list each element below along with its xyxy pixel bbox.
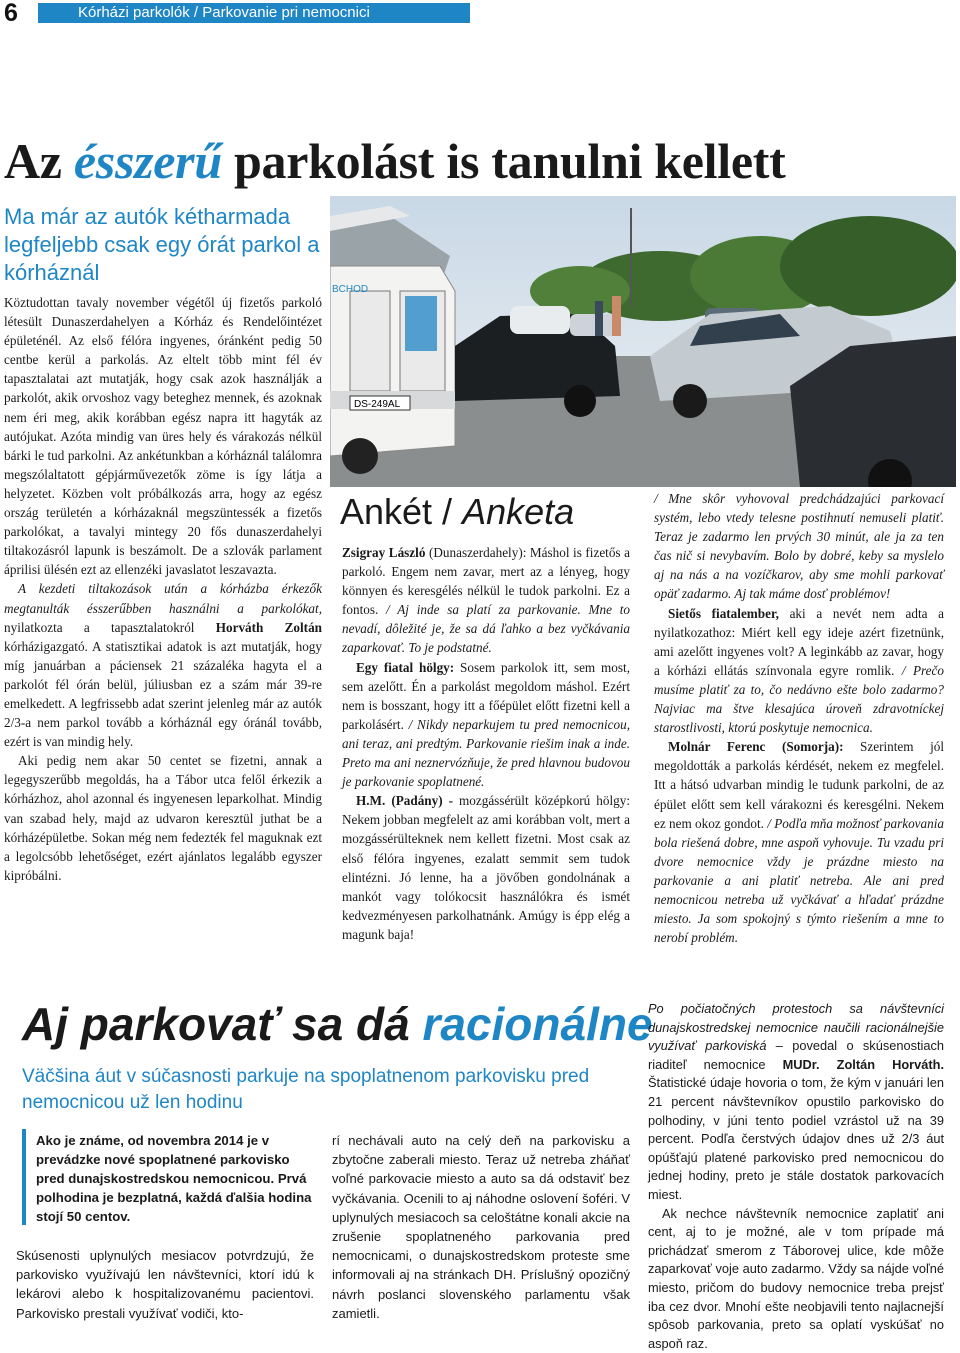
anket-entry-2-hu: Sosem parkolok itt, sem most, sem azelőtt. Én a parkolást megoldom máshol. Ezért nem is bosszant, hogy itt a főépület előtt fizetni kell a parkolásért. <box>342 659 630 732</box>
sk-column-3 <box>648 1000 944 1353</box>
hu-lead-paragraph: Köztudottan tavaly november végétől új fizetős parkoló létesült Dunaszerdahelyen a Kórház és Rendelőintézet épületénél. Az első félóra ingyenes, óránként pedig 50 centbe kerül a parkolás. Az eltelt több mint fél év tapasztalatai azt mutatják, hogy csak azok használják a parkolót, akik orvoshoz vagy beteghez mennek, és azoknak nem éri meg, akik korábban egész napra itt hagyták az autójukat. Azóta mindig van üres hely és várakozás nélkül bárki le tud parkolni. Az ankétunkban a kórháznál találomra megszólaltatott gépjárművezetők zöme is így látja a helyzetet. Közben volt próbálkozás arra, hogy az egész ország területén a kórházaknál megszüntessék a fizetős parkolókat, a tavalyi mintegy 20 fős dunaszerdahelyi tiltakozásról lapunk is beszámolt. De a szlovák parlament áprilisi ülésén ezt az ellenzéki javaslatot leszavazta. <box>4 295 322 578</box>
sk-director-name: MUDr. Zoltán Horváth. <box>782 1056 944 1072</box>
anket-entry-2 <box>342 658 630 792</box>
anket-title <box>340 490 574 534</box>
hu-director-name: Horváth Zoltán <box>215 619 322 635</box>
anket-title-hu: Ankét / <box>340 491 453 532</box>
anket-entry-1-hu: Máshol is fizetős a parkoló. Engem nem zavar, mert az a lényeg, hogy könnyen és keresgélés nélkül le tudok parkolni. Ez a fontos. <box>342 545 630 618</box>
license-plate: DS-249AL <box>354 399 401 410</box>
sk-col2-text: rí nechávali auto na celý deň na parkovisku a zbytočne zaberali miesto. Teraz už netreba zháňať voľné parkovacie miesto a auto sa dá odstaviť bez vyčkávania. Ocenili to aj náhodne oslovení šoféri. V uplynulých mesiacoch sa celoštátne konali akcie na zrušenie spoplatneného parkovania pred nemocnicami, o dunajskostredskom proteste sme informovali aj na stránkach DH. Príslušný opozičný návrh poslanci slovenského parlamentu však zamietli. <box>332 1133 630 1321</box>
sk-col3-p2: Ak nechce návštevník nemocnice zaplatiť ani cent, aj to je možné, ale v tom prípade má prichádzať smerom z Táborovej ulice, kde môže zaparkovať voje auto zadarmo. Vždy sa nájde voľné miesto, pričom do budovy nemocnice treba prejsť iba cez dvor. Mnohí ešte neobjavili tento najlacnejší spôsob parkovania, preto sa oplatí vyskúšať no aspoň raz. <box>648 1205 944 1351</box>
parking-lot-photo <box>330 196 956 487</box>
anket-entry-3-sk: / Mne skôr vyhovoval predchádzajúci parkovací systém, lebo vtedy telesne postihnutí nemuseli platiť. Teraz je zadarmo len prvých 30 minút, ale ja za ten čas nič si nevybavím. Bolo by dobré, keby sa myslelo aj na nás a na vozíčkarov, aby sme mohli parkovať opäť zadarmo. Aj tak máme dosť problémov! <box>654 491 944 602</box>
sk-col3-p1 <box>648 1000 944 1205</box>
headline-part-2: parkolást is tanulni kellett <box>221 133 786 189</box>
hu-quote-paragraph <box>4 579 322 751</box>
section-header-title: Kórházi parkolók / Parkovanie pri nemocnici <box>78 4 370 21</box>
headline-part-1: Az <box>4 133 74 189</box>
sk-headline <box>22 996 653 1052</box>
hu-quote-after: nyilatkozta a tapasztalatokról <box>4 619 216 635</box>
anket-title-sk: Anketa <box>462 491 575 532</box>
main-headline <box>4 132 785 190</box>
sk-col3-quote: Po počiatočných protestoch sa návštevníci dunajskostredskej nemocnice naučili racionálnejšie využívať parkoviská <box>648 1001 944 1054</box>
hu-quote-end: kórházigazgató. A statisztikai adatok is azt mutatják, hogy míg januárban a páciensek 21 százaléka hagyta el a parkolót fél órán belül, júliusban ez a szám már 39-re emelkedett. A legfrissebb adat szerint jelenleg már az autók 2/3-a nem parkol tovább a kórháznál egy óránál tovább, ezért is van mindig hely. <box>4 638 322 750</box>
van-lettering: BCHOD <box>332 284 369 295</box>
anket-column-1 <box>342 543 630 944</box>
anket-entry-3 <box>342 791 630 944</box>
anket-entry-3-hu: mozgássérült középkorú hölgy: Nekem jobban megfelelt az ami korábban volt, mert a mozgássérülteknek nem kellett fizetni. Most csak az első félóra ingyenes, ezalatt semmit sem tudok elintézni. Jó lenne, ha a jövőben gondolnának a mankót vagy tolókocsit használókra és ismét kedvezményesen parkolhatnánk. Amúgy is épp elég a magunk baja! <box>342 793 630 942</box>
sk-headline-highlight: racionálne <box>422 998 653 1050</box>
sk-lead: Ako je známe, od novembra 2014 je v prevádzke nové spoplatnené parkovisko pred dunajskostredskou nemocnicou. Prvá polhodina je bezplatná, každá ďalšia hodina stojí 50 centov. <box>36 1133 312 1224</box>
sk-col3-mid: – povedal o skúsenostiach riaditeľ nemocnice <box>648 1038 944 1072</box>
sk-column-1 <box>16 1246 314 1323</box>
anket-entry-5-name: Molnár Ferenc <box>668 739 766 755</box>
hu-paragraph-3: Aki pedig nem akar 50 centet se fizetni, annak a legegyszerűbb megoldás, ha a Tábor utca felől érkezik a kórházhoz, ahol azonnal és ingyenesen leparkolhat. Mindig van szabad hely, majd az udvaron keresztül juthat be a kórházépületbe. Sokan még nem fedezték fel maguknak ezt a legolcsóbb lehetőséget, ezért ajánlatos legalább egyszer kipróbálni. <box>4 753 322 883</box>
anket-entry-3-sk-cont <box>654 489 944 604</box>
sk-column-2 <box>332 1131 630 1323</box>
anket-entry-5-sk: / Podľa mňa možnosť parkovania bola riešená dobre, mne aspoň vyhovuje. Tu vzadu pri dvore nemocnice vždy je prázdne miesto na parkovanie a ani platiť netreba. Ale ani pred nemocnicou netreba už vyčkávať a hľadať prázdne miesto. Ja som spokojný s týmto riešením a mne to nerobí problém. <box>654 815 944 946</box>
hu-article-column <box>4 293 322 885</box>
sk-subheadline: Väčšina áut v súčasnosti parkuje na spoplatnenom parkovisku pred nemocnicou už len hodinu <box>22 1066 590 1113</box>
sk-col1-text: Skúsenosti uplynulých mesiacov potvrdzujú, že parkovisko využívajú len návštevníci, ktorí idú k lekárovi alebo k hospitalizovanému pacientovi. Parkovisko prestali využívať vodiči, kto- <box>16 1248 314 1321</box>
headline-highlight: ésszerű <box>73 133 222 189</box>
anket-entry-4-name: Sietős fiatalember, <box>668 605 779 621</box>
anket-entry-1-place: (Dunaszerdahely): <box>425 545 527 560</box>
anket-entry-1 <box>342 543 630 658</box>
anket-entry-5 <box>654 737 944 947</box>
anket-entry-3-name: H.M. <box>356 793 386 809</box>
anket-entry-1-sk: / Aj inde sa platí za parkovanie. Mne to nevadí, dôležité je, že sa dá ľahko a bez vyčkávania zaparkovať. To je podstatné. <box>342 602 630 656</box>
anket-entry-5-place: (Somorja): <box>765 739 844 755</box>
hu-quote: A kezdeti tiltakozások után a kórházba érkezők megtanulták ésszerűbben használni a parkolókat, <box>4 581 322 616</box>
anket-entry-1-name: Zsigray László <box>342 545 426 560</box>
anket-entry-3-place: (Padány) - <box>385 793 454 809</box>
anket-entry-4 <box>654 604 944 738</box>
anket-entry-4-sk: / Prečo musíme platiť za to, čo nedávno ešte bolo zadarmo? Najviac ma štve klesajúca úroveň zdravotníckej starostlivosti, ktorú poskytuje nemocnica. <box>654 662 944 736</box>
sk-lead-accent-bar <box>22 1129 26 1225</box>
hu-subheadline: Ma már az autók kétharmada legfeljebb csak egy órát parkol a kórháznál <box>4 204 320 285</box>
anket-entry-4-hu: aki a nevét nem adta a nyilatkozathoz: Miért kell egy ideje azért fizetnünk, ami azelőtt ingyenes volt? A leginkább az zavar, hogy a kórházi ellátás színvonala egyre romlik. <box>654 605 944 678</box>
page-number: 6 <box>4 0 18 27</box>
anket-column-2 <box>654 489 944 947</box>
anket-entry-5-hu: Szerintem jól megoldották a parkolás kérdését, nekem ez megfelel. Itt a hátsó udvarban mindig le tudunk parkolni, de az épület előtt sem kell várakozni és keresgélni. Nekem ez nem okoz gondot. <box>654 739 945 831</box>
anket-entry-2-name: Egy fiatal hölgy: <box>356 659 455 675</box>
sk-headline-part-1: Aj parkovať sa dá <box>22 998 423 1050</box>
anket-entry-2-sk: / Nikdy neparkujem tu pred nemocnicou, ani teraz, ani predtým. Parkovanie riešim inak a inde. Preto ma ani neznervózňuje, že pred hlavnou budovou je parkovanie spoplatnené. <box>342 716 630 790</box>
parking-lot-illustration <box>330 196 956 487</box>
sk-col3-end: Štatistické údaje hovoria o tom, že kým v januári len 21 percent návštevníkov opustilo parkovisko do polhodiny, v júni tento podiel vzrástol už na 39 percent. Podľa čerstvých údajov dnes už 2/3 áut opúšťajú platené parkovisko pred nemocnicou do jednej hodiny, preto je stále dostatok parkovacích miest. <box>648 1075 944 1202</box>
